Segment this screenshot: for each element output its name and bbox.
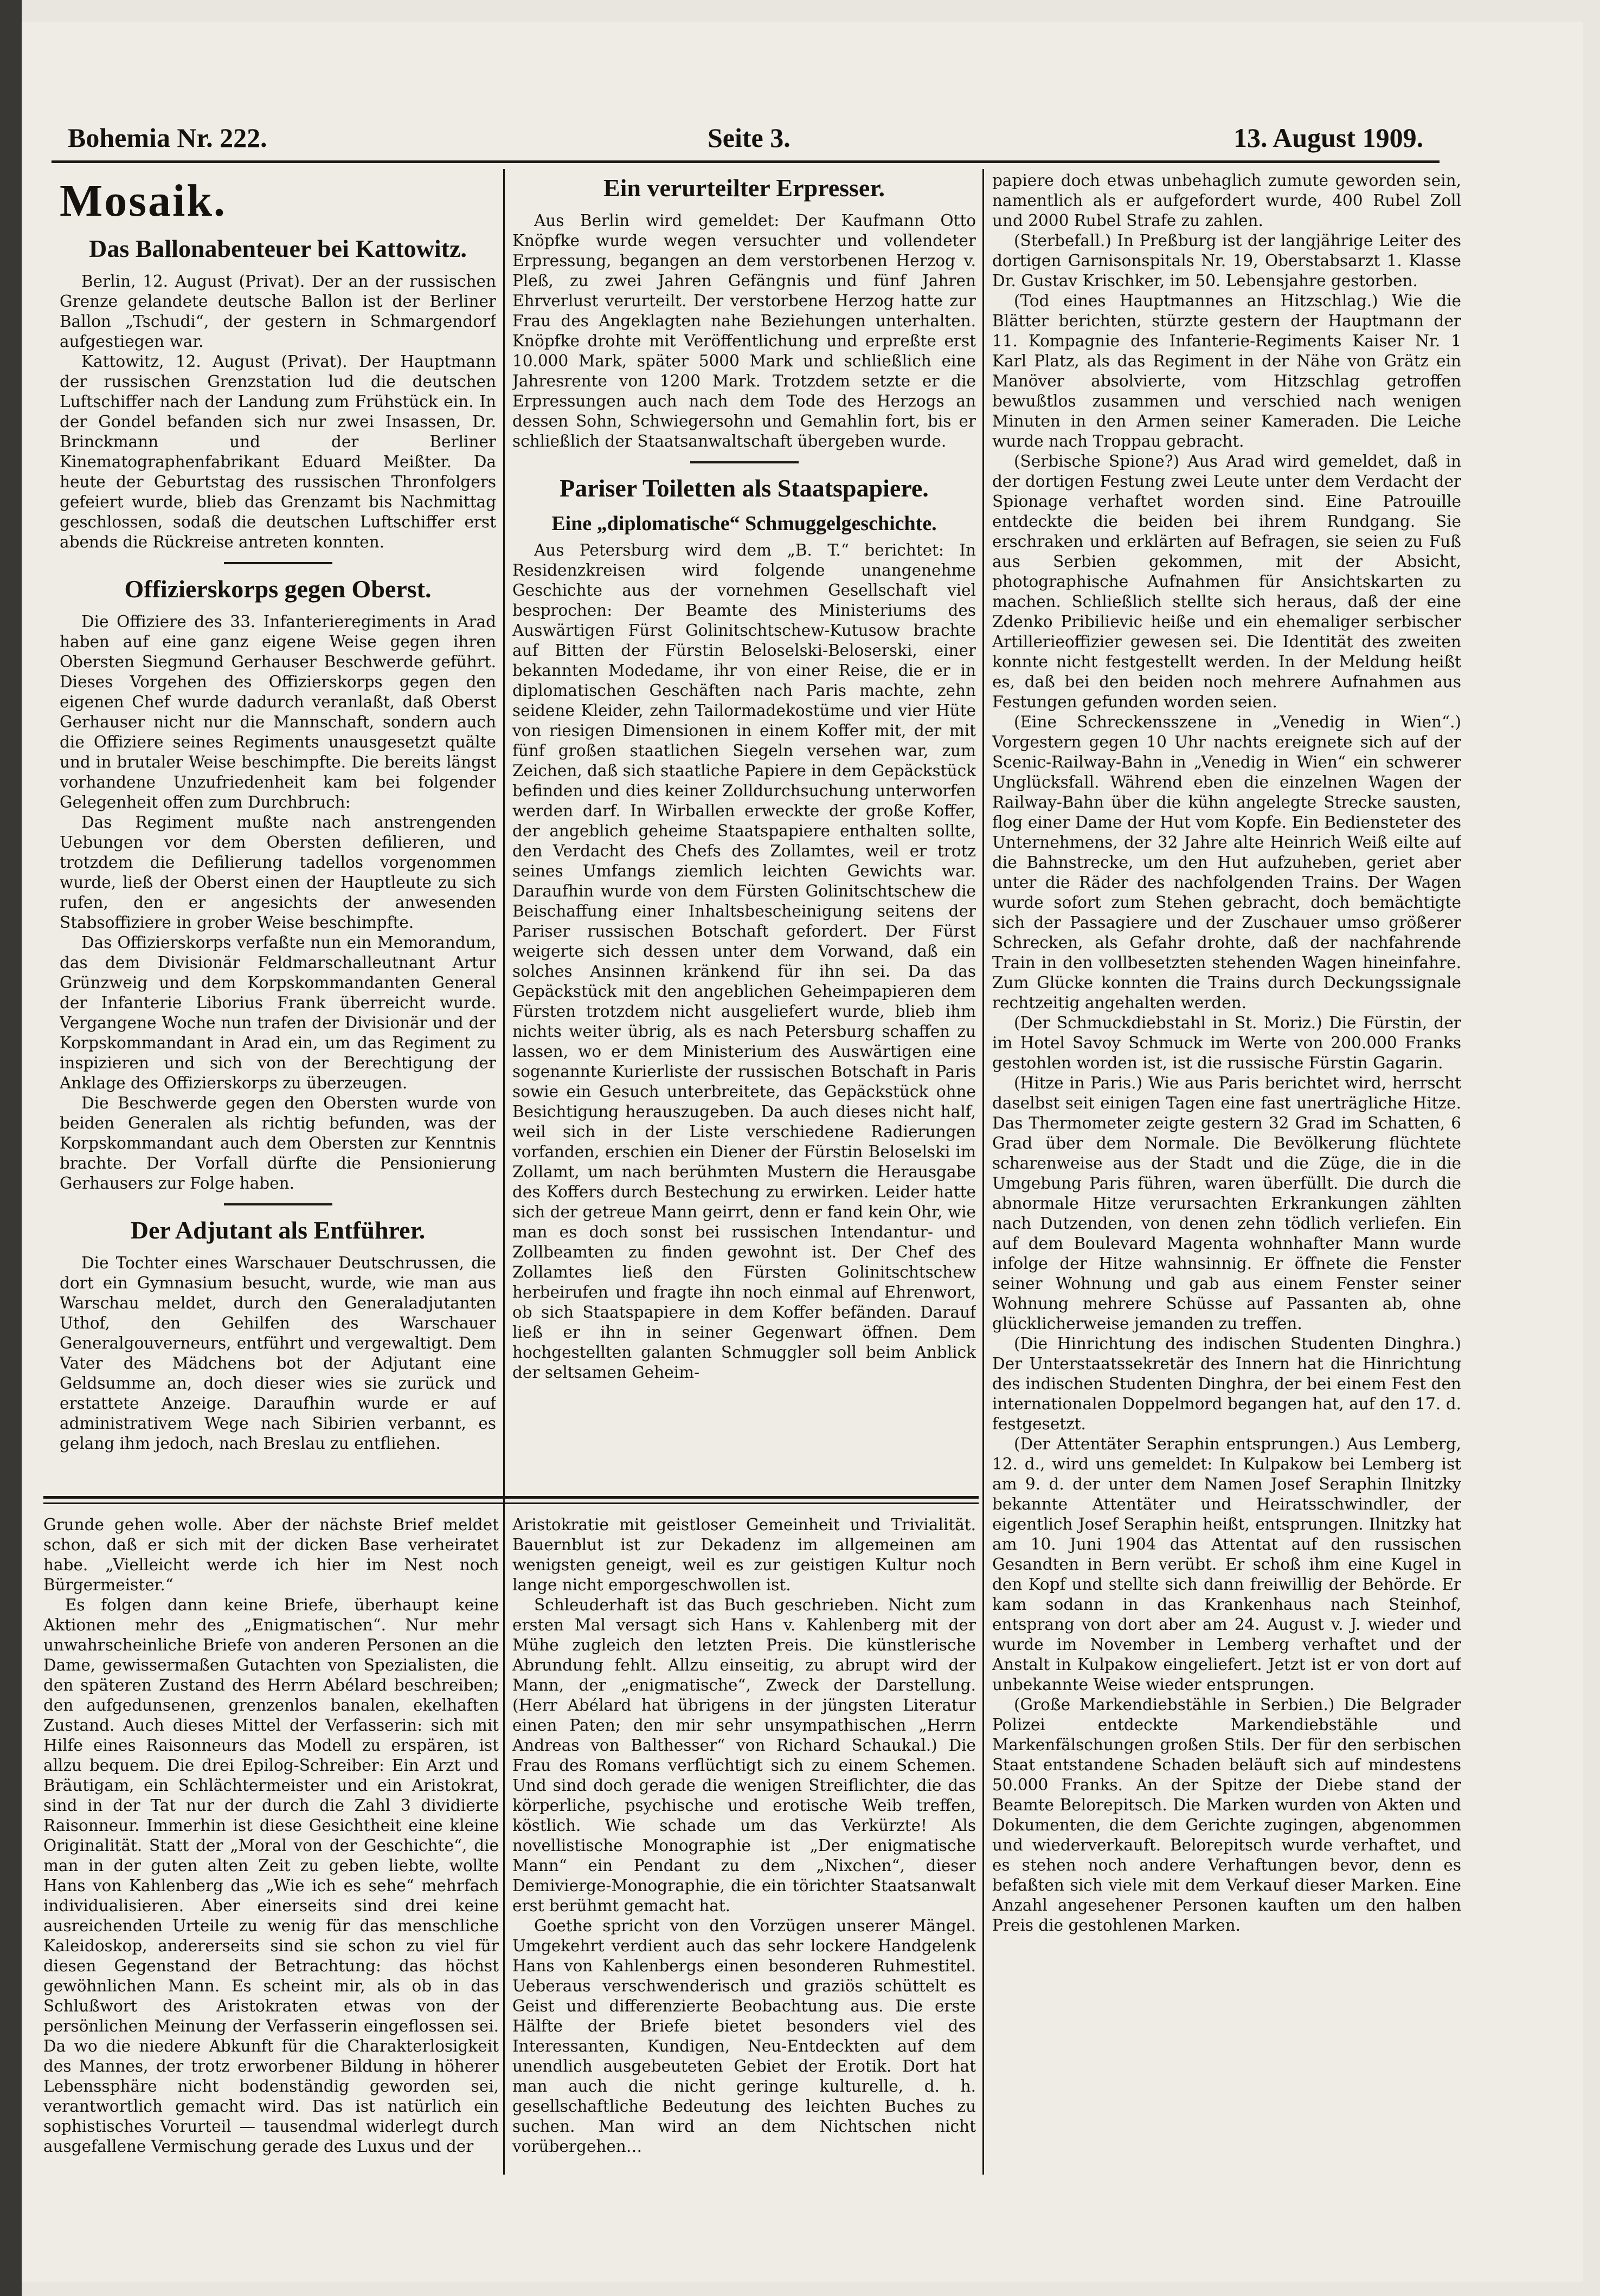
headline-adjutant: Der Adjutant als Entführer. — [130, 1216, 426, 1244]
headline-ballon: Das Ballonabenteuer bei Kattowitz. — [89, 235, 467, 262]
paragraph: papiere doch etwas unbehaglich zumute geworden sein, namentlich als er aufgefordert wurde, 400 Rubel Zoll und 2000 Rubel Strafe zu zahlen. — [992, 171, 1461, 230]
feuilleton-rule-top — [43, 1496, 979, 1499]
head-rule — [52, 160, 1440, 163]
paragraph: Die Offiziere des 33. Infanterieregiments in Arad haben auf eine ganz eigene Weise gegen ihren Obersten Siegmund Gerhauser Beschwerde geführt. Dieses Vorgehen des Offizierskorps gegen den eigenen Chef wurde dadurch veranlaßt, daß Oberst Gerhauser nicht nur die Mannschaft, sondern auch die Offiziere seines Regiments unausgesetzt quälte und in brutaler Weise beschimpfte. Die bereits längst vorhandene Unzufriedenheit kam bei folgender Gelegenheit offen zum Durchbruch: — [60, 612, 496, 811]
paragraph: Die Beschwerde gegen den Obersten wurde von beiden Generalen als richtig befunden, was der Korpskommandant auch dem Obersten zur Kenntnis brachte. Der Vorfall dürfte die Pensionierung Gerhausers zur Folge haben. — [60, 1094, 496, 1192]
news-item-hitzschlag: (Tod eines Hauptmannes an Hitzschlag.) Wie die Blätter berichten, stürzte gestern der Hauptmann der 11. Kompagnie des Infanterie-Regiments Kaiser Nr. 1 Karl Platz, als das Regiment in der Nähe von Grätz ein Manöver absolvierte, vom Hitzschlag getroffen bewußtlos zusammen und verschied nach wenigen Minuten in den Armen seiner Kameraden. Die Leiche wurde nach Troppau gebracht. — [992, 292, 1461, 450]
separator — [224, 1203, 332, 1205]
issue-date: 13. August 1909. — [1233, 122, 1424, 153]
column-rule-2 — [982, 169, 984, 2175]
headline-toiletten: Pariser Toiletten als Staatspapiere. — [560, 474, 929, 502]
headline-erpresser: Ein verurteilter Erpresser. — [603, 174, 885, 202]
feuilleton-column-1 — [43, 1515, 499, 2192]
paragraph: Aus Petersburg wird dem „B. T.“ berichtet: In Residenzkreisen wird folgende unangenehme Geschichte aus der vornehmen Gesellschaft viel besprochen: Der Beamte des Ministeriums des Auswärtigen Fürst Golinitschtschew-Kutusow brachte auf Bitten der Fürstin Beloselski-Beloserski, einer bekannten Modedame, ihr von einer Reise, die er in diplomatischen Geschäften nach Paris machte, zehn seidene Kleider, zehn Tailormadekostüme und vier Hüte von riesigen Dimensionen in einem Koffer mit, der mit fünf großen staatlichen Siegeln versehen war, zum Zeichen, daß sich staatliche Papiere in dem Gepäckstück befinden und dies keiner Zolldurchsuchung unterworfen werden darf. In Wirballen erweckte der große Koffer, der angeblich geheime Staatspapiere enthalten sollte, den Verdacht des Chefs des Zollamtes, weil er trotz seines Umfangs ziemlich leichten Gewichts war. Daraufhin wurde von dem Fürsten Golinitschtschew die Beischaffung einer Inhaltsbescheinigung seitens der Pariser russischen Botschaft gefordert. Der Fürst weigerte sich dessen unter dem Vorwand, daß ein solches Ansinnen kränkend für ihn sei. Da das Gepäckstück mit den angeblichen Geheimpapieren dem Fürsten trotzdem nicht ausgeliefert wurde, blieb ihm nichts weiter übrig, als es nach Petersburg schaffen zu lassen, wo er dem Ministerium des Auswärtigen eine sogenannte Kurierliste der russischen Botschaft in Paris sowie ein Gesuch unterbreitete, das Gepäckstück ohne Besichtigung herauszugeben. Da auch dieses nicht half, weil sich in der Liste verschiedene Radierungen vorfanden, erschien ein Diener der Fürstin Beloselski im Zollamt, um nach berühmten Mustern die Herausgabe des Koffers durch Bestechung zu erwirken. Leider hatte sich der getreue Mann geirrt, denn er fand kein Ohr, wie man es doch sonst bei russischen Intendantur- und Zollbeamten zu finden gewohnt ist. Der Chef des Zollamtes ließ den Fürsten Golinitschtschew herbeirufen und fragte ihn noch einmal auf Ehrenwort, ob sich Staatspapiere in dem Koffer befänden. Darauf ließ er ihn in seiner Gegenwart öffnen. Dem hochgestellten galanten Schmuggler soll beim Anblick der seltsamen Geheim- — [512, 541, 976, 1382]
paragraph: Es folgen dann keine Briefe, überhaupt keine Aktionen mehr des „Enigmatischen“. Nur mehr unwahrscheinliche Briefe von anderen Personen an die Dame, gewissermaßen Gutachten von Spezialisten, die den späteren Zustand des Herrn Abélard beschreiben; den aufgedunsenen, grenzenlos banalen, ekelhaften Zustand. Auch dieses Mittel der Verfasserin: sich mit Hilfe eines Raisonneurs das Modell zu erspären, ist allzu bequem. Die drei Epilog-Schreiber: Ein Arzt und Bräutigam, ein Schlächtermeister und ein Aristokrat, sind in der Tat nur der durch die Zahl 3 dividierte Raisonneur. Immerhin ist diese Gesichtheit eine kleine Originalität. Statt der „Moral von der Geschichte“, die man in der guten alten Zeit zu geben liebte, wollte Hans von Kahlenberg das „Wie ich es sehe“ mehrfach individualisieren. Aber einerseits sind drei keine ausreichenden Urteile zu wenig für das menschliche Kaleidoskop, andererseits sind sie schon zu viel für diesen Gegenstand der Betrachtung: das höchst gewöhnlichen Mann. Es scheint mir, als ob in das Schlußwort des Aristokraten etwas von der persönlichen Meinung der Verfasserin eingeflossen sei. Da wo die niedere Abkunft für die Charakterlosigkeit des Mannes, der trotz erworbener Bildung in höherer Lebenssphäre nicht bodenständig geworden sei, verantwortlich gemacht wird. Das ist natürlich ein sophistisches Vorurteil — tausendmal widerlegt durch ausgefallene Vermischung gerade des Luxus und der — [43, 1596, 499, 2156]
separator — [224, 562, 332, 564]
paper-issue: Bohemia Nr. 222. — [68, 122, 267, 153]
page-edge-shadow — [0, 0, 22, 2296]
news-item-sterbefall: (Sterbefall.) In Preßburg ist der langjährige Leiter des dortigen Garnisonspitals Nr. 19, Oberstabsarzt 1. Klasse Dr. Gustav Krischker, im 50. Lebensjahre gestorben. — [992, 231, 1461, 290]
column-rule-1 — [503, 169, 505, 2175]
feuilleton-rule-bottom — [43, 1502, 979, 1504]
paragraph: Das Regiment mußte nach anstrengenden Uebungen vor dem Obersten defilieren, und trotzdem die Defilierung tadellos vorgenommen wurde, ließ der Oberst einen der Hauptleute zu sich rufen, den er angesichts der anwesenden Stabsoffiziere in grober Weise beschimpfte. — [60, 813, 496, 932]
news-item-serbien: (Große Markendiebstähle in Serbien.) Die Belgrader Polizei entdeckte Markendiebstähle und Markenfälschungen großen Stils. Der für den serbischen Staat entstandene Schaden beläuft sich auf mindestens 50.000 Franks. An der Spitze der Diebe stand der Beamte Belorepitsch. Die Marken wurden von Akten und Dokumenten, die dem Gerichte zugingen, abgenommen und wiederverkauft. Belorepitsch wurde verhaftet, und es stehen noch andere Verhaftungen bevor, denn es befaßten sich viele mit dem Verkauf dieser Marken. Eine Anzahl angesehener Personen kauften um den halben Preis die gestohlenen Marken. — [992, 1695, 1461, 1934]
column-3 — [992, 171, 1461, 2192]
news-item-dinghra: (Die Hinrichtung des indischen Studenten Dinghra.) Der Unterstaatssekretär des Innern hat die Hinrichtung des indischen Studenten Dinghra, der bei einem Fest den internationalen Doppelmord begangen hat, auf den 17. d. festgesetzt. — [992, 1334, 1461, 1433]
news-item-seraphin: (Der Attentäter Seraphin entsprungen.) Aus Lemberg, 12. d., wird uns gemeldet: In Kulpakow bei Lemberg ist am 9. d. der unter dem Namen Josef Seraphin Ilnitzky bekannte Attentäter und Heiratsschwindler, der eigentlich Josef Seraphin heißt, entsprungen. Ilnitzky hat am 10. Juni 1904 das Attentat auf den russischen Gesandten in Bern verübt. Er schoß ihm eine Kugel in den Kopf und stellte sich dann freiwillig der Behörde. Er kam sodann in das Krankenhaus nach Steinhof, entsprang von dort aber am 24. August v. J. wieder und wurde im November in Lemberg verhaftet und der Anstalt in Kulpakow eingeliefert. Jetzt ist er von dort auf unbekannte Weise wieder entsprungen. — [992, 1435, 1461, 1694]
news-item-venedig: (Eine Schreckensszene in „Venedig in Wien“.) Vorgestern gegen 10 Uhr nachts ereignete sich auf der Scenic-Railway-Bahn in „Venedig in Wien“ ein schwerer Unglücksfall. Während eben die einzelnen Wagen der Railway-Bahn über die kühn angelegte Strecke sausten, flog einer Dame der Hut vom Kopfe. Ein Bediensteter des Unternehmens, der 32 Jahre alte Heinrich Weiß eilte auf die Bahnstrecke, um den Hut aufzuheben, geriet aber unter die Räder des nachfolgenden Trains. Der Wagen wurde sofort zum Stehen gebracht, doch bemächtigte sich der Passagiere und der Zuschauer umso größerer Schrecken, als Gefahr drohte, daß der nachfahrende Train in den vollbesetzten stehenden Wagen hineinfahre. Zum Glücke konnten die Trains durch Deckungssignale rechtzeitig angehalten werden. — [992, 713, 1461, 1012]
feuilleton-column-2 — [512, 1515, 976, 2192]
news-item-paris: (Hitze in Paris.) Wie aus Paris berichtet wird, herrscht daselbst seit einigen Tagen eine fast unerträgliche Hitze. Das Thermometer zeigte gestern 32 Grad im Schatten, 6 Grad über dem Normale. Die Bevölkerung flüchtete scharenweise aus der Stadt und die Züge, die in die Umgebung Paris führen, waren überfüllt. Die durch die abnormale Hitze verursachten Erkrankungen zählten nach Dutzenden, von denen zehn tödlich verliefen. Ein auf dem Boulevard Magenta wohnhafter Mann wurde infolge der Hitze wahnsinnig. Er öffnete die Fenster seiner Wohnung und gab aus einem Fenster seiner Wohnung mehrere Schüsse auf Passanten ab, ohne glücklicherweise jemanden zu treffen. — [992, 1074, 1461, 1333]
news-item-schmuck: (Der Schmuckdiebstahl in St. Moriz.) Die Fürstin, der im Hotel Savoy Schmuck im Werte von 200.000 Franks gestohlen worden ist, ist die russische Fürstin Gagarin. — [992, 1014, 1461, 1072]
paragraph: Das Offizierskorps verfaßte nun ein Memorandum, das dem Divisionär Feldmarschalleutnant Artur Grünzweig und dem Korpskommandanten General der Infanterie Liborius Frank überreicht wurde. Vergangene Woche nun trafen der Divisionär und der Korpskommandant in Arad ein, um das Regiment zu inspizieren und sich von der Berechtigung der Anklage des Offizierskorps zu überzeugen. — [60, 933, 496, 1092]
paragraph: Aristokratie mit geistloser Gemeinheit und Trivialität. Bauernblut ist zur Dekadenz im allgemeinen am wenigsten geneigt, weil es zur geistigen Kultur noch lange nicht emporgeschwollen ist. — [512, 1515, 976, 1594]
column-1 — [60, 171, 496, 1488]
paragraph: Schleuderhaft ist das Buch geschrieben. Nicht zum ersten Mal versagt sich Hans v. Kahlenberg mit der Mühe zugleich den letzten Preis. Die künstlerische Abrundung fehlt. Allzu einseitig, zu abrupt wird der Mann, der „enigmatische“, Zweck der Darstellung. (Herr Abélard hat übrigens in der jüngsten Literatur einen Paten; den mir sehr unsympathischen „Herrn Andreas von Balthesser“ von Richard Schaukal.) Die Frau des Romans verflüchtigt sich zu einem Schemen. Und sind doch gerade die wenigen Streiflichter, die das körperliche, psychische und erotische Weib treffen, köstlich. Wie schade um das Verkürzte! Als novellistische Monographie ist „Der enigmatische Mann“ ein Pendant zu dem „Nixchen“, dieser Demivierge-Monographie, die ein törichter Staatsanwalt erst berühmt gemacht hat. — [512, 1596, 976, 1915]
paragraph: Grunde gehen wolle. Aber der nächste Brief meldet schon, daß er sich mit der dicken Base verheiratet habe. „Vielleicht werde ich hier im Nest noch Bürgermeister.“ — [43, 1515, 499, 1594]
page-number: Seite 3. — [708, 122, 791, 153]
separator — [690, 461, 799, 463]
paragraph: Goethe spricht von den Vorzügen unserer Mängel. Umgekehrt verdient auch das sehr lockere Handgelenk Hans von Kahlenbergs einen besonderen Ruhmestitel. Ueberaus verschwenderisch und graziös schüttelt es Geist und differenzierte Beobachtung aus. Die erste Hälfte der Briefe bietet besonders viel des Interessanten, Kundigen, Neu-Entdeckten auf dem unendlich ausgebeuteten Gebiet der Erotik. Dort hat man auch die nicht geringe kulturelle, d. h. gesellschaftliche Bedeutung des leichten Buches zu suchen. Man wird an dem Nichtschen nicht vorübergehen… — [512, 1917, 976, 2156]
headline-offizierskorps: Offizierskorps gegen Oberst. — [124, 575, 432, 603]
paragraph: Die Tochter eines Warschauer Deutschrussen, die dort ein Gymnasium besucht, wurde, wie man aus Warschau meldet, durch den Generaladjutanten Uthof, den Gehilfen des Warschauer Generalgouverneurs, entführt und vergewaltigt. Dem Vater des Mädchens bot der Adjutant eine Geldsumme an, doch dieser wies sie zurück und erstattete Anzeige. Daraufhin wurde er auf administrativem Wege nach Sibirien verbannt, es gelang ihm jedoch, nach Breslau zu entfliehen. — [60, 1254, 496, 1453]
paragraph: Aus Berlin wird gemeldet: Der Kaufmann Otto Knöpfke wurde wegen versuchter und vollendeter Erpressung, begangen an dem verstorbenen Herzog v. Pleß, zu zwei Jahren Gefängnis und fünf Jahren Ehrverlust verurteilt. Der verstorbene Herzog hatte zur Frau des Angeklagten nahe Beziehungen unterhalten. Knöpfke drohte mit Veröffentlichung und erpreßte erst 10.000 Mark, später 5000 Mark und schließlich eine Jahresrente von 1200 Mark. Trotzdem setzte er die Erpressungen auch nach dem Tode des Herzogs an dessen Sohn, Schwiegersohn und Gemahlin fort, bis er schließlich der Staatsanwaltschaft übergeben wurde. — [512, 211, 976, 450]
paragraph: Berlin, 12. August (Privat). Der an der russischen Grenze gelandete deutsche Ballon ist der Berliner Ballon „Tschudi“, der gestern in Schmargendorf aufgestiegen war. — [60, 272, 496, 351]
column-2 — [512, 171, 976, 1488]
section-title: Mosaik. — [60, 176, 227, 226]
running-head — [68, 122, 1434, 160]
news-item-spione: (Serbische Spione?) Aus Arad wird gemeldet, daß in der dortigen Festung zwei Leute unter dem Verdacht der Spionage verhaftet worden sind. Eine Patrouille entdeckte die beiden bei ihrem Rundgang. Sie erschraken und erklärten auf Befragen, sie seien zu Fuß aus Serbien gekommen, mit der Absicht, photographische Aufnahmen für Ansichtskarten zu machen. Schließlich stellte sich heraus, daß der eine Zdenko Pribilievic heiße und ein ehemaliger serbischer Artillerieoffizier gewesen sei. Die Identität des zweiten konnte nicht festgestellt werden. In der Meldung heißt es, daß bei den beiden noch mehrere Aufnahmen aus Festungen gefunden worden seien. — [992, 452, 1461, 711]
subheadline-toiletten: Eine „diplomatische“ Schmuggelgeschichte. — [551, 512, 937, 535]
paragraph: Kattowitz, 12. August (Privat). Der Hauptmann der russischen Grenzstation lud die deutschen Luftschiffer nach der Landung zum Frühstück ein. In der Gondel befanden sich nur zwei Insassen, Dr. Brinckmann und der Berliner Kinematographenfabrikant Eduard Meißter. Da heute der Geburtstag des russischen Thronfolgers gefeiert wurde, blieb das Grenzamt bis Nachmittag geschlossen, sodaß die deutschen Luftschiffer erst abends die Rückreise antreten konnten. — [60, 352, 496, 551]
